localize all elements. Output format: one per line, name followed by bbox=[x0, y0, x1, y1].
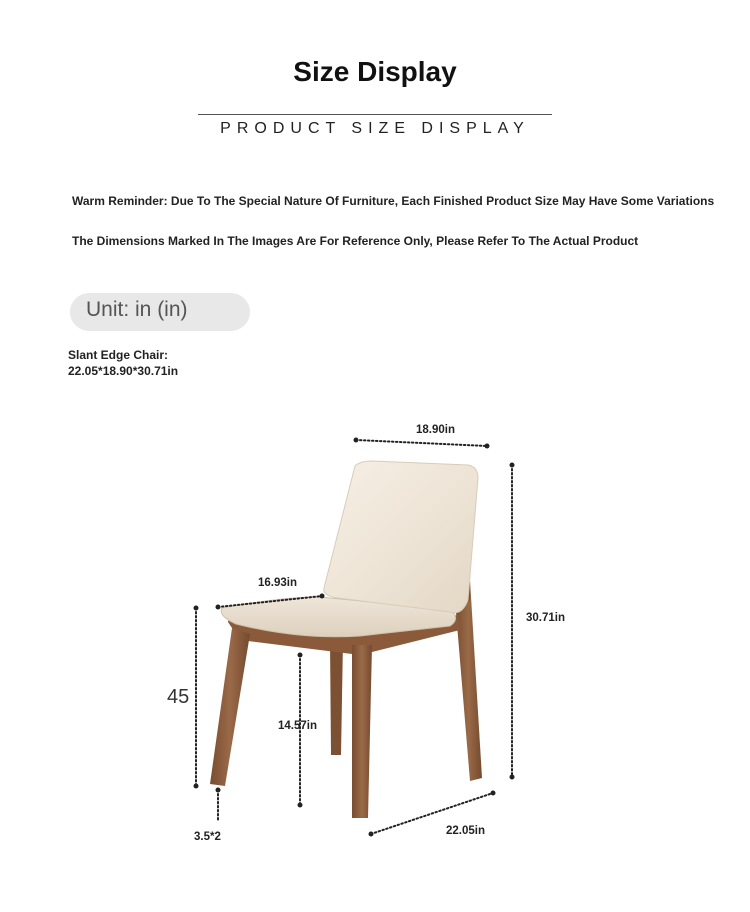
overall-width-label: 22.05in bbox=[446, 825, 485, 837]
endpoint-dot bbox=[510, 463, 515, 468]
leg-size-label: 3.5*2 bbox=[194, 831, 221, 843]
endpoint-dot bbox=[194, 784, 199, 789]
reminder-note: Warm Reminder: Due To The Special Nature Of Furniture, Each Finished Product Size May Have Some Variations bbox=[72, 194, 715, 208]
back-width-label: 18.90in bbox=[416, 424, 455, 436]
product-name: Slant Edge Chair: bbox=[68, 348, 169, 362]
page-subtitle: PRODUCT SIZE DISPLAY bbox=[220, 120, 530, 137]
endpoint-dot bbox=[216, 788, 221, 793]
product-dimensions: 22.05*18.90*30.71in bbox=[68, 364, 179, 378]
endpoint-dot bbox=[298, 653, 303, 658]
dimline-back-width bbox=[356, 440, 487, 446]
endpoint-dot bbox=[354, 438, 359, 443]
endpoint-dot bbox=[298, 803, 303, 808]
front-right-leg bbox=[352, 645, 372, 818]
endpoint-dot bbox=[216, 605, 221, 610]
side-number-label: 45 bbox=[167, 686, 190, 708]
front-left-leg bbox=[210, 628, 250, 786]
endpoint-dot bbox=[369, 832, 374, 837]
seat-depth-label: 16.93in bbox=[258, 577, 297, 589]
total-height-label: 30.71in bbox=[526, 612, 565, 624]
endpoint-dot bbox=[194, 606, 199, 611]
backrest bbox=[324, 461, 478, 613]
endpoint-dot bbox=[320, 594, 325, 599]
page-title: Size Display bbox=[293, 56, 457, 87]
rear-left-leg bbox=[330, 640, 343, 755]
reference-note: The Dimensions Marked In The Images Are For Reference Only, Please Refer To The Actual Product bbox=[72, 234, 639, 248]
unit-label: Unit: in (in) bbox=[86, 298, 188, 321]
endpoint-dot bbox=[491, 791, 496, 796]
endpoint-dot bbox=[485, 444, 490, 449]
endpoint-dot bbox=[510, 775, 515, 780]
seat-height-label: 14.57in bbox=[278, 720, 317, 732]
